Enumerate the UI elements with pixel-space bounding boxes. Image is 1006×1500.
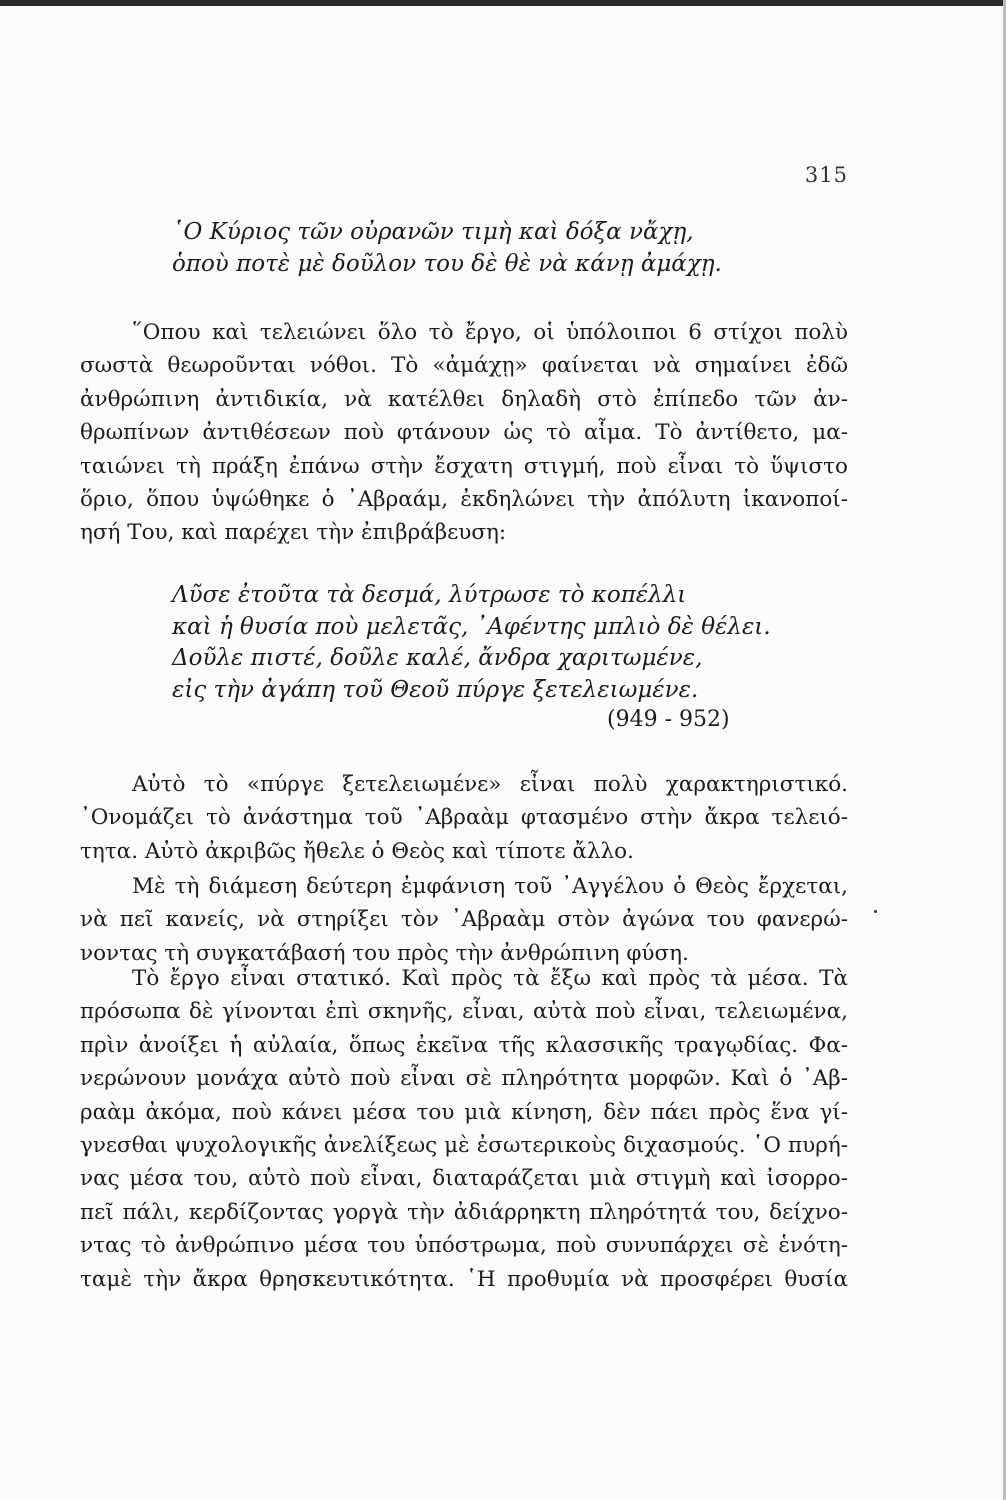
text-line: ταιώνει τὴ πράξη ἐπάνω στὴν ἔσχατη στιγμή, ποὺ εἶναι τὸ ὕψιστο (80, 453, 848, 479)
paragraph-4 (80, 962, 848, 1296)
text-line: ὅριο, ὅπου ὑψώθηκε ὁ ᾿Αβραάμ, ἐκδηλώνει τὴν ἀπόλυτη ἱκανοποί- (80, 487, 848, 513)
paragraph-2 (80, 768, 848, 868)
text-line: θρωπίνων ἀντιθέσεων ποὺ φτάνουν ὡς τὸ αἷμα. Τὸ ἀντίθετο, μα- (80, 420, 848, 446)
verse-line: Λῦσε ἐτοῦτα τὰ δεσμά, λύτρωσε τὸ κοπέλλι (172, 582, 687, 608)
text-line: σωστὰ θεωροῦνται νόθοι. Τὸ «ἀμάχῃ» φαίνεται νὰ σημαίνει ἐδῶ (80, 353, 848, 379)
text-line: γνεσθαι ψυχολογικῆς ἀνελίξεως μὲ ἐσωτερικοὺς διχασμούς. ῾Ο πυρή- (80, 1133, 848, 1159)
paragraph-3 (80, 870, 848, 970)
page-number: 315 (804, 163, 848, 187)
text-line: ᾿Ονομάζει τὸ ἀνάστημα τοῦ ᾿Αβραὰμ φτασμένο στὴν ἄκρα τελειό- (80, 805, 848, 831)
paragraph-1 (80, 316, 848, 550)
text-line: ἀνθρώπινη ἀντιδικία, νὰ κατέλθει δηλαδὴ στὸ ἐπίπεδο τῶν ἀν- (80, 386, 848, 412)
verse-line: καὶ ἡ θυσία ποὺ μελετᾶς, ᾿Αφέντης μπλιὸ δὲ θέλει. (172, 613, 771, 640)
verse-reference: (949 - 952) (607, 707, 730, 732)
text-line: ντας τὸ ἀνθρώπινο μέσα του ὑπόστρωμα, ποὺ συνυπάρχει σὲ ἑνότη- (80, 1233, 848, 1259)
scan-speck (874, 910, 877, 913)
text-line: πρόσωπα δὲ γίνονται ἐπὶ σκηνῆς, εἶναι, αὐτὰ ποὺ εἶναι, τελειωμένα, (80, 999, 848, 1025)
verse-line: ῾Ο Κύριος τῶν οὐρανῶν τιμὴ καὶ δόξα νἄχῃ, (172, 219, 694, 245)
verse-line: Δοῦλε πιστέ, δοῦλε καλέ, ἄνδρα χαριτωμένε, (172, 645, 703, 671)
text-line: ησή Του, καὶ παρέχει τὴν ἐπιβράβευση: (80, 520, 507, 546)
text-line: πρὶν ἀνοίξει ἡ αὐλαία, ὅπως ἐκεῖνα τῆς κλασσικῆς τραγῳδίας. Φα- (80, 1032, 848, 1058)
verse-quote-1 (0, 217, 1006, 280)
text-line: νας μέσα του, αὐτὸ ποὺ εἶναι, διαταράζεται μιὰ στιγμὴ καὶ ἰσορρο- (80, 1166, 848, 1192)
text-line: τητα. Αὐτὸ ἀκριβῶς ἤθελε ὁ Θεὸς καὶ τίποτε ἄλλο. (80, 838, 634, 864)
verse-quote-2 (0, 580, 1006, 706)
text-line: νοντας τὴ συγκατάβασή του πρὸς τὴν ἀνθρώπινη φύση. (80, 940, 689, 966)
text-line: Τὸ ἔργο εἶναι στατικό. Καὶ πρὸς τὰ ἔξω καὶ πρὸς τὰ μέσα. Τὰ (132, 966, 848, 991)
scan-top-edge (0, 0, 1006, 6)
text-line: ῞Οπου καὶ τελειώνει ὅλο τὸ ἔργο, οἱ ὑπόλοιποι 6 στίχοι πολὺ (132, 320, 848, 345)
text-line: ταμὲ τὴν ἄκρα θρησκευτικότητα. ῾Η προθυμία νὰ προσφέρει θυσία (80, 1266, 848, 1292)
text-line: ραὰμ ἀκόμα, ποὺ κάνει μέσα του μιὰ κίνηση, δὲν πάει πρὸς ἕνα γί- (80, 1099, 848, 1125)
text-line: πεῖ πάλι, κερδίζοντας γοργὰ τὴν ἀδιάρρηκτη πληρότητά του, δείχνο- (80, 1199, 848, 1225)
verse-line: εἰς τὴν ἀγάπη τοῦ Θεοῦ πύργε ξετελειωμένε. (172, 676, 699, 703)
verse-line: ὁποὺ ποτὲ μὲ δοῦλον του δὲ θὲ νὰ κάνῃ ἀμάχῃ. (172, 250, 722, 277)
text-line: Μὲ τὴ διάμεση δεύτερη ἐμφάνιση τοῦ ᾿Αγγέλου ὁ Θεὸς ἔρχεται, (132, 874, 848, 899)
text-line: νὰ πεῖ κανείς, νὰ στηρίξει τὸν ᾿Αβραὰμ στὸν ἀγώνα του φανερώ- (80, 907, 848, 933)
text-line: Αὐτὸ τὸ «πύργε ξετελειωμένε» εἶναι πολὺ χαρακτηριστικό. (132, 772, 848, 797)
text-line: νερώνουν μονάχα αὐτὸ ποὺ εἶναι σὲ πληρότητα μορφῶν. Καὶ ὁ ᾿Αβ- (80, 1066, 848, 1092)
